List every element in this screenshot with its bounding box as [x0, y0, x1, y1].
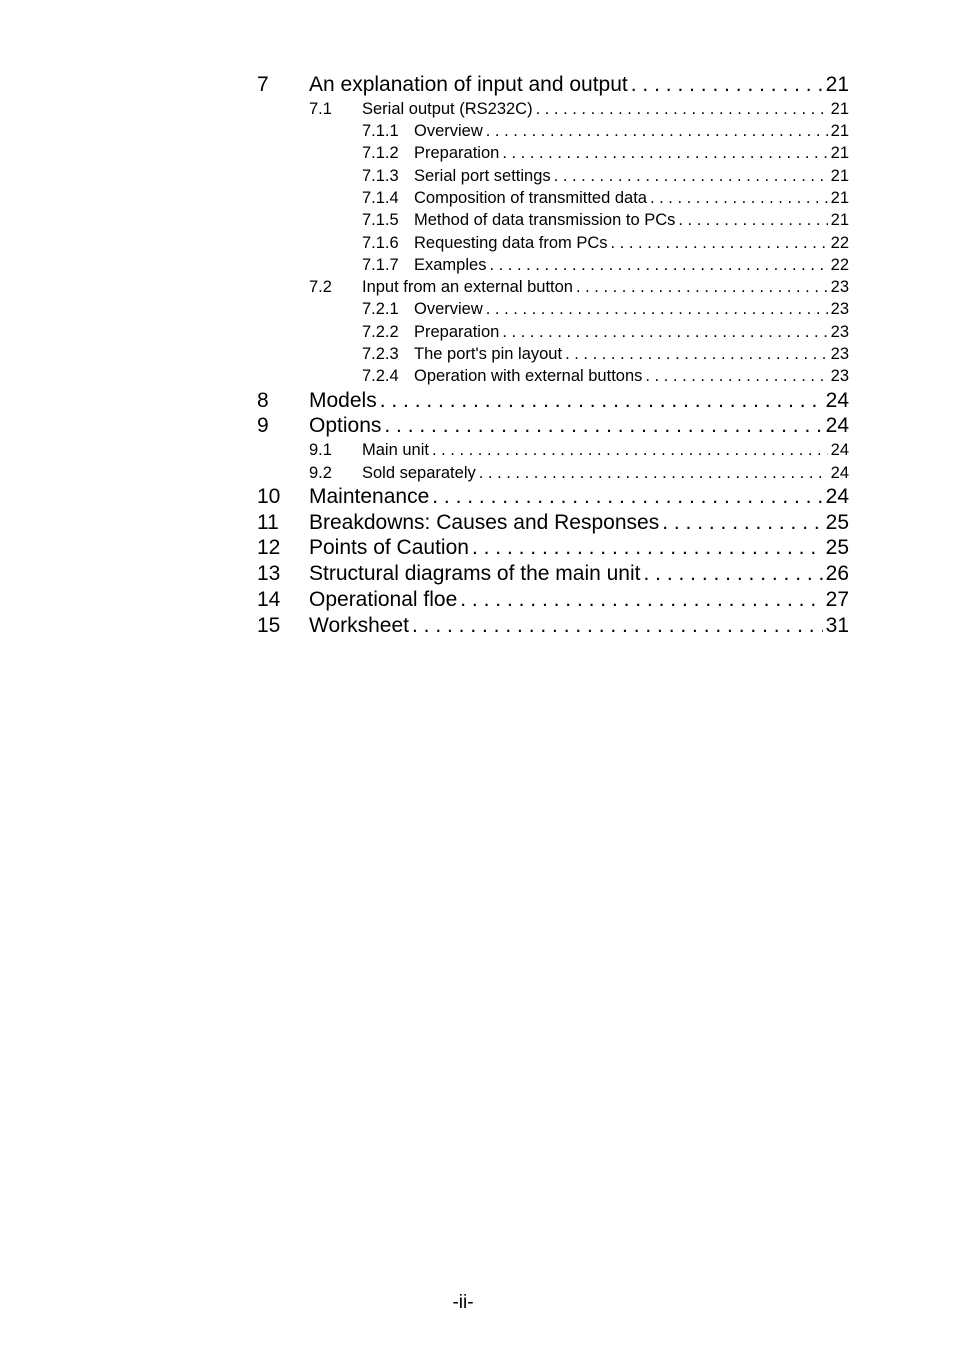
- toc-dot-leader: [662, 510, 822, 536]
- toc-entry-number: 13: [257, 562, 281, 586]
- toc-entry-title: Requesting data from PCs: [414, 233, 608, 252]
- toc-entry-page: 24: [825, 388, 849, 412]
- toc-entry[interactable]: [257, 388, 849, 414]
- toc-dot-leader: [565, 343, 828, 365]
- toc-entry[interactable]: [257, 321, 849, 343]
- toc-entry-page: 21: [830, 166, 849, 185]
- toc-entry-title: Overview: [414, 122, 483, 141]
- toc-dot-leader: [536, 98, 828, 120]
- toc-entry-page: 23: [830, 300, 849, 319]
- toc-entry-page: 21: [830, 99, 849, 118]
- toc-entry-page: 22: [830, 233, 849, 252]
- toc-entry-title: The port's pin layout: [414, 345, 563, 364]
- toc-entry-page: 26: [825, 562, 849, 586]
- toc-entry-title: Preparation: [414, 322, 500, 341]
- toc-entry-page: 25: [825, 536, 849, 560]
- toc-entry-page: 22: [830, 255, 849, 274]
- toc-entry-title: Operational floe: [309, 588, 458, 612]
- toc-dot-leader: [472, 535, 823, 561]
- toc-entry-page: 21: [830, 211, 849, 230]
- toc-entry[interactable]: [257, 120, 849, 142]
- toc-dot-leader: [502, 321, 827, 343]
- toc-entry-number: 7.1.2: [362, 144, 399, 163]
- toc-entry[interactable]: [257, 439, 849, 461]
- toc-dot-leader: [554, 165, 828, 187]
- toc-dot-leader: [644, 561, 823, 587]
- toc-entry-number: 7.2: [309, 278, 332, 297]
- toc-entry-page: 21: [830, 188, 849, 207]
- toc-dot-leader: [576, 276, 828, 298]
- toc-dot-leader: [486, 120, 828, 142]
- toc-entry-page: 24: [830, 441, 849, 460]
- toc-entry-title: Sold separately: [362, 463, 476, 482]
- toc-dot-leader: [432, 439, 828, 461]
- toc-entry-number: 7.1.5: [362, 211, 399, 230]
- toc-entry-title: Worksheet: [309, 613, 409, 637]
- toc-entry[interactable]: [257, 298, 849, 320]
- toc-entry-number: 7: [257, 73, 269, 96]
- toc-entry-number: 10: [257, 484, 281, 508]
- toc-entry-page: 25: [825, 510, 849, 534]
- toc-entry[interactable]: [257, 510, 849, 536]
- toc-entry-title: Breakdowns: Causes and Responses: [309, 510, 660, 534]
- toc-dot-leader: [432, 484, 822, 510]
- toc-entry-number: 7.1: [309, 99, 332, 118]
- toc-entry-page: 24: [830, 463, 849, 482]
- toc-entry-page: 23: [830, 322, 849, 341]
- toc-entry[interactable]: [257, 484, 849, 510]
- toc-entry[interactable]: [257, 343, 849, 365]
- toc-entry[interactable]: [257, 276, 849, 298]
- toc-entry-number: 9.1: [309, 441, 332, 460]
- toc-dot-leader: [460, 587, 822, 613]
- toc-dot-leader: [380, 388, 823, 414]
- toc-entry-page: 21: [825, 73, 849, 96]
- toc-entry[interactable]: [257, 462, 849, 484]
- table-of-contents: [257, 72, 849, 639]
- toc-entry[interactable]: [257, 142, 849, 164]
- page-number: -ii-: [452, 1292, 474, 1313]
- toc-entry-number: 8: [257, 388, 269, 412]
- toc-entry-title: Input from an external button: [362, 278, 573, 297]
- toc-entry-number: 7.1.3: [362, 166, 399, 185]
- toc-entry[interactable]: [257, 187, 849, 209]
- toc-entry-number: 7.1.4: [362, 188, 399, 207]
- toc-entry[interactable]: [257, 535, 849, 561]
- toc-entry-title: Composition of transmitted data: [414, 188, 647, 207]
- toc-dot-leader: [631, 72, 823, 98]
- toc-entry-page: 23: [830, 345, 849, 364]
- toc-dot-leader: [502, 142, 827, 164]
- toc-entry-number: 7.2.4: [362, 367, 399, 386]
- toc-entry-title: Models: [309, 388, 377, 412]
- toc-entry[interactable]: [257, 209, 849, 231]
- toc-entry-title: An explanation of input and output: [309, 73, 628, 96]
- toc-entry[interactable]: [257, 613, 849, 639]
- toc-entry-number: 7.1.6: [362, 233, 399, 252]
- toc-entry-title: Preparation: [414, 144, 500, 163]
- toc-entry-title: Examples: [414, 255, 487, 274]
- toc-entry[interactable]: [257, 587, 849, 613]
- toc-entry-number: 11: [257, 510, 279, 534]
- toc-entry-title: Main unit: [362, 441, 429, 460]
- toc-entry[interactable]: [257, 413, 849, 439]
- toc-entry-page: 24: [825, 484, 849, 508]
- toc-entry-number: 12: [257, 536, 281, 560]
- toc-entry-number: 15: [257, 613, 281, 637]
- toc-entry-page: 24: [825, 414, 849, 438]
- toc-entry-number: 9: [257, 414, 269, 438]
- toc-entry-number: 7.2.2: [362, 322, 399, 341]
- toc-entry-number: 9.2: [309, 463, 332, 482]
- toc-entry-title: Maintenance: [309, 484, 430, 508]
- toc-dot-leader: [384, 413, 822, 439]
- toc-entry-title: Structural diagrams of the main unit: [309, 562, 641, 586]
- toc-entry-title: Serial output (RS232C): [362, 99, 533, 118]
- toc-entry[interactable]: [257, 98, 849, 120]
- toc-entry[interactable]: [257, 254, 849, 276]
- toc-entry-page: 21: [830, 122, 849, 141]
- toc-entry-number: 7.2.3: [362, 345, 399, 364]
- toc-dot-leader: [650, 187, 828, 209]
- toc-entry-title: Method of data transmission to PCs: [414, 211, 676, 230]
- toc-dot-leader: [412, 613, 823, 639]
- toc-entry-number: 7.1.7: [362, 255, 399, 274]
- toc-entry[interactable]: [257, 561, 849, 587]
- toc-entry-number: 7.1.1: [362, 122, 399, 141]
- toc-entry-page: 31: [825, 613, 849, 637]
- toc-dot-leader: [678, 209, 827, 231]
- toc-dot-leader: [611, 232, 828, 254]
- toc-dot-leader: [645, 365, 827, 387]
- toc-entry-page: 23: [830, 278, 849, 297]
- toc-dot-leader: [486, 298, 828, 320]
- toc-entry[interactable]: [257, 72, 849, 98]
- toc-entry-title: Points of Caution: [309, 536, 469, 560]
- toc-entry-title: Options: [309, 414, 382, 438]
- toc-entry[interactable]: [257, 232, 849, 254]
- toc-entry-page: 21: [830, 144, 849, 163]
- toc-entry-title: Operation with external buttons: [414, 367, 643, 386]
- toc-dot-leader: [489, 254, 827, 276]
- toc-entry-title: Serial port settings: [414, 166, 551, 185]
- toc-entry-page: 27: [825, 588, 849, 612]
- toc-entry-number: 7.2.1: [362, 300, 399, 319]
- toc-entry-page: 23: [830, 367, 849, 386]
- toc-entry[interactable]: [257, 365, 849, 387]
- toc-dot-leader: [479, 462, 828, 484]
- toc-entry[interactable]: [257, 165, 849, 187]
- toc-entry-number: 14: [257, 588, 281, 612]
- toc-entry-title: Overview: [414, 300, 483, 319]
